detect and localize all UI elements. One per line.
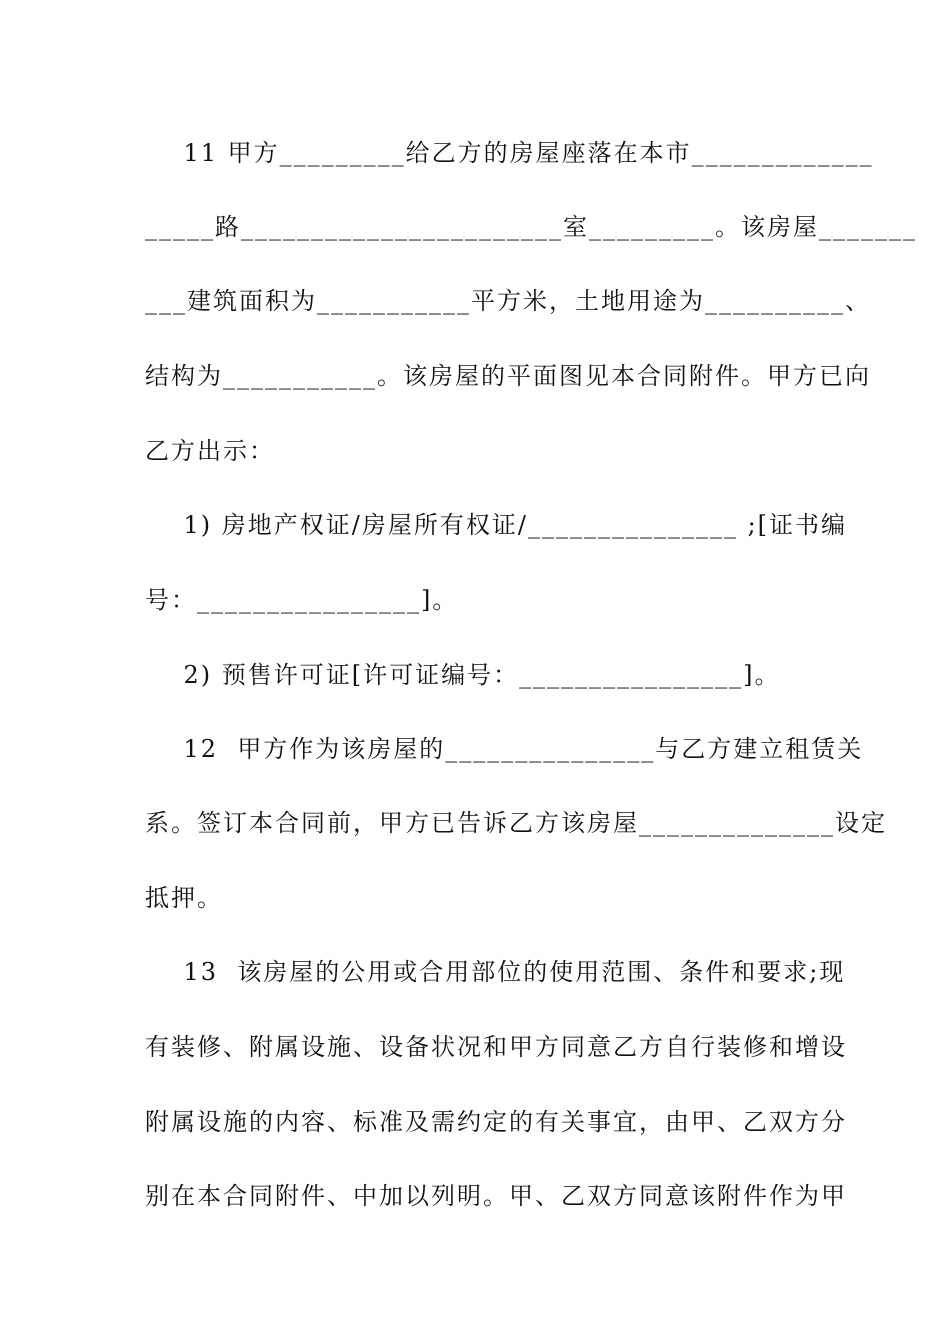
- text-line: 别在本合同附件、中加以列明。甲、乙双方同意该附件作为甲: [145, 1182, 847, 1210]
- text-line: 12 甲方作为该房屋的_______________与乙方建立租赁关: [145, 735, 864, 763]
- text-line: 2) 预售许可证[许可证编号：________________]。: [145, 661, 781, 689]
- text-line: ___建筑面积为___________平方米，土地用途为__________、: [145, 287, 871, 315]
- text-line: 1) 房地产权证/房屋所有权证/_______________ ;[证书编: [145, 511, 848, 539]
- text-line: 11 甲方_________给乙方的房屋座落在本市_____________: [145, 139, 874, 167]
- text-line: 13 该房屋的公用或合用部位的使用范围、条件和要求;现: [145, 958, 846, 986]
- text-line: 系。签订本合同前，甲方已告诉乙方该房屋______________设定: [145, 809, 887, 837]
- text-line: 附属设施的内容、标准及需约定的有关事宜，由甲、乙双方分: [145, 1108, 847, 1136]
- text-line: 抵押。: [145, 884, 223, 912]
- text-line: 乙方出示：: [145, 437, 275, 465]
- text-line: 结构为___________。该房屋的平面图见本合同附件。甲方已向: [145, 362, 871, 390]
- text-line: 号：________________]。: [145, 586, 459, 614]
- text-line: _____路_______________________室_________。该房屋_______: [145, 213, 917, 241]
- text-line: 有装修、附属设施、设备状况和甲方同意乙方自行装修和增设: [145, 1033, 847, 1061]
